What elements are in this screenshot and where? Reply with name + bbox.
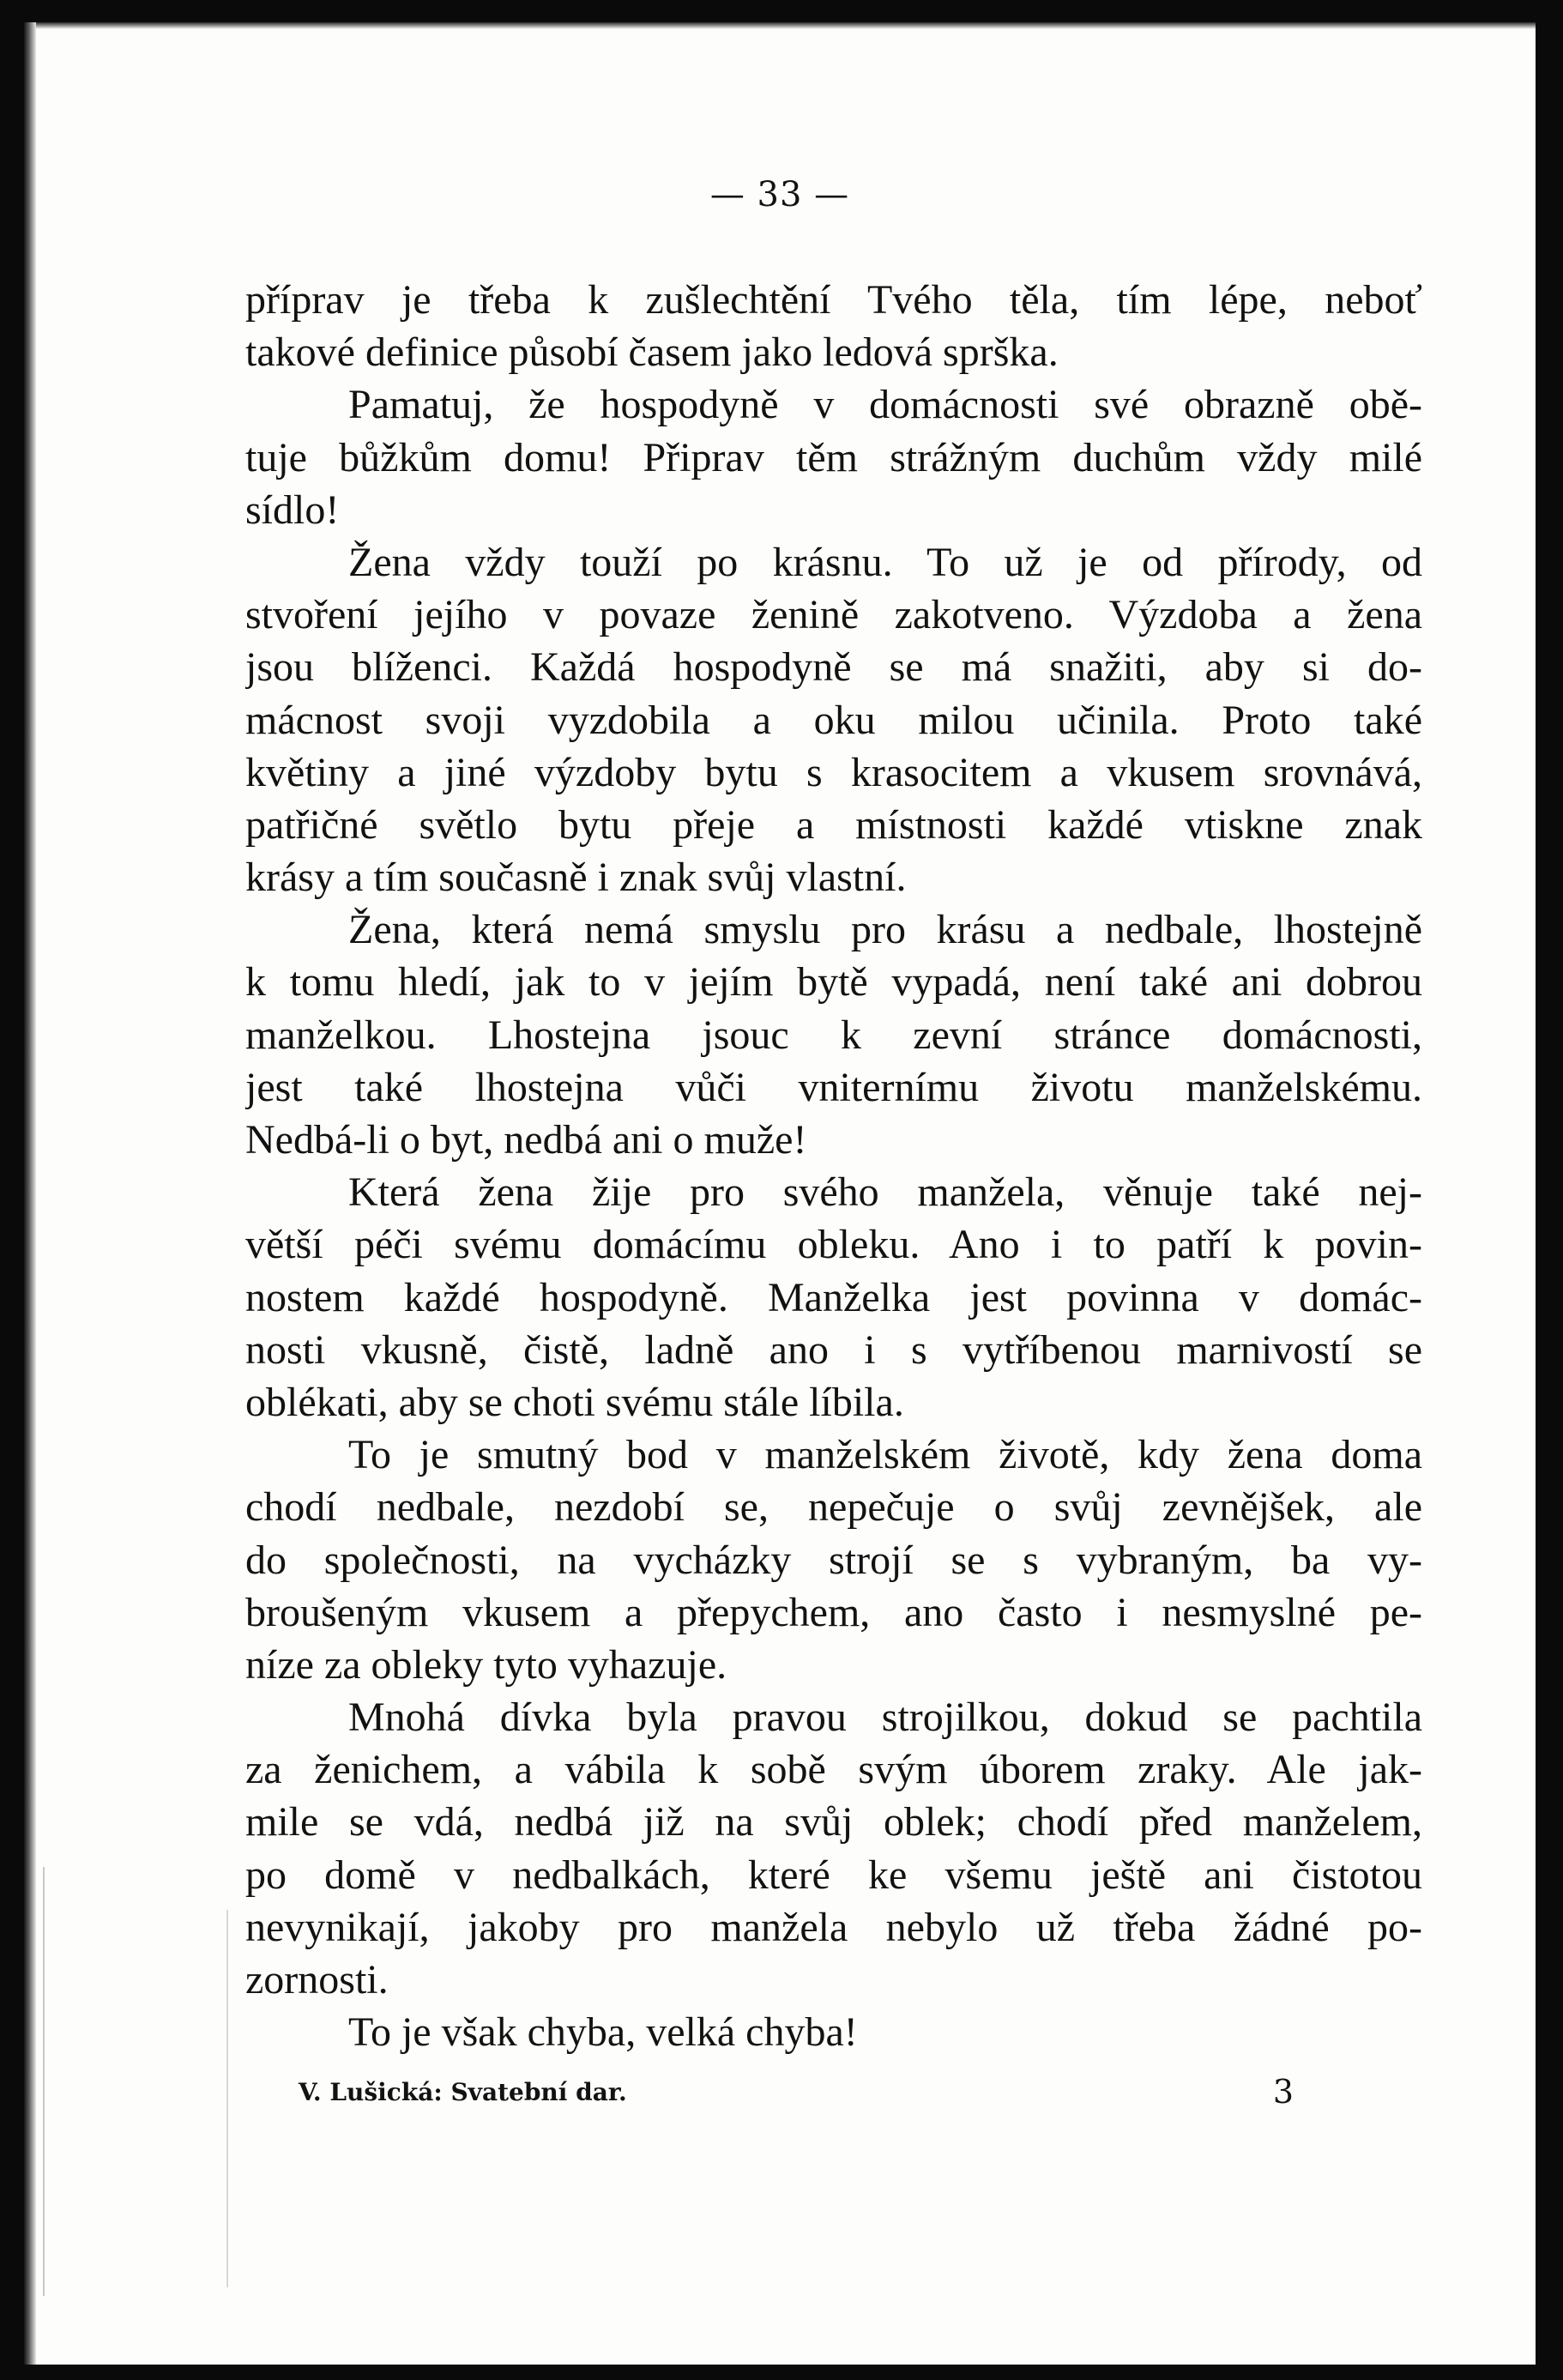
text-line: takové definice působí časem jako ledová sprška. [245,329,1059,376]
text-line: jsou blíženci. Každá hospodyně se má snažiti, aby si do- [245,644,1422,691]
text-line: manželkou. Lhostejna jsouc k zevní stránce domácnosti, [245,1012,1422,1058]
text-line: patřičné světlo bytu přeje a místnosti každé vtiskne znak [245,801,1422,848]
text-line: po domě v nedbalkách, které ke všemu ještě ani čistotou [245,1851,1422,1898]
text-line: Nedbá-li o byt, nedbá ani o muže! [245,1117,807,1163]
text-line: nostem každé hospodyně. Manželka jest povinna v domác- [245,1274,1422,1320]
text-line: k tomu hledí, jak to v jejím bytě vypadá, není také ani dobrou [245,959,1422,1006]
page-binding-shadow [24,22,36,2365]
text-line: za ženichem, a vábila k sobě svým úborem zraky. Ale jak- [245,1747,1422,1793]
text-line: mile se vdá, nedbá již na svůj oblek; chodí před manželem, [245,1799,1422,1845]
text-line: Žena vždy touží po krásnu. To už je od přírody, od [348,539,1422,585]
margin-mark [226,1910,228,2287]
text-line: nosti vkusně, čistě, ladně ano i s vytříbenou marnivostí se [245,1326,1422,1373]
body-text [245,274,1422,2058]
text-line: broušeným vkusem a přepychem, ano často i nesmyslné pe- [245,1589,1422,1635]
text-line: mácnost svoji vyzdobila a oku milou učinila. Proto také [245,697,1422,743]
text-line: tuje bůžkům domu! Připrav těm strážným duchům vždy milé [245,434,1422,480]
footer-signature: V. Lušická: Svatební dar. [299,2078,627,2106]
text-line: jest také lhostejna vůči vniternímu životu manželskému. [245,1064,1422,1110]
page-top-shadow [24,22,1536,29]
text-line: To je smutný bod v manželském životě, kdy žena doma [348,1432,1422,1478]
text-line: Která žena žije pro svého manžela, věnuje také nej- [348,1169,1422,1216]
page-number: — 33 — [709,175,850,214]
text-line: Pamatuj, že hospodyně v domácnosti své obrazně obě- [348,382,1422,428]
margin-mark [43,1867,45,2296]
text-line: sídlo! [245,486,340,533]
footer-sheet-number: 3 [1272,2073,1294,2111]
text-line: Žena, která nemá smyslu pro krásu a nedbale, lhostejně [348,907,1422,953]
text-line: zornosti. [245,1957,389,2002]
footer [299,2073,1294,2124]
text-line: stvoření jejího v povaze ženině zakotveno. Výzdoba a žena [245,592,1422,638]
text-line: příprav je třeba k zušlechtění Tvého těla, tím lépe, neboť [245,277,1422,323]
text-line: níze za obleky tyto vyhazuje. [245,1641,727,1688]
text-line: květiny a jiné výzdoby bytu s krasocitem a vkusem srovnává, [245,749,1422,795]
text-line: To je však chyba, velká chyba! [348,2009,858,2056]
text-line: větší péči svému domácímu obleku. Ano i to patří k povin- [245,1222,1422,1268]
text-line: krásy a tím současně i znak svůj vlastní. [245,855,907,901]
book-page [24,22,1536,2365]
text-line: oblékati, aby se choti svému stále líbila. [245,1379,904,1425]
text-line: chodí nedbale, nezdobí se, nepečuje o svůj zevnějšek, ale [245,1484,1422,1531]
text-line: nevynikají, jakoby pro manžela nebylo už třeba žádné po- [245,1904,1422,1950]
text-line: do společnosti, na vycházky strojí se s vybraným, ba vy- [245,1537,1422,1583]
text-line: Mnohá dívka byla pravou strojilkou, dokud se pachtila [348,1694,1422,1741]
